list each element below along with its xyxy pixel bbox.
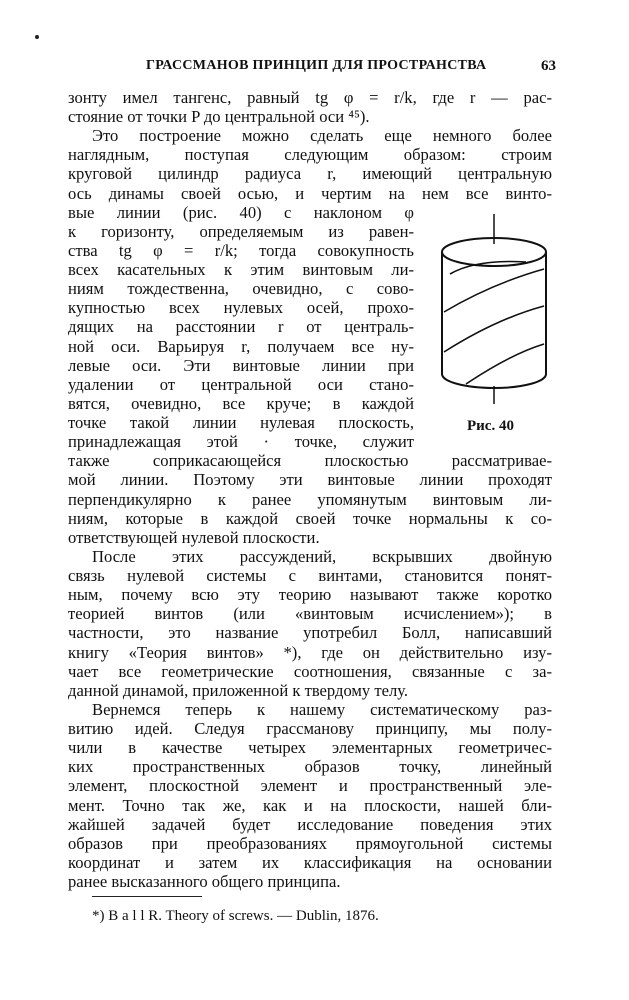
text-line: чает все геометрические соотношения, связанные с за- (68, 661, 552, 681)
text-line: всех касательных к этим винтовым ли- (68, 260, 414, 280)
text-line: элемент, плоскостной элемент и пространственный эле- (68, 776, 552, 796)
text-line: ства tg φ = r/k; тогда совокупность (68, 240, 414, 260)
scan-speck (35, 35, 39, 39)
text-line: После этих рассуждений, вскрывших двойную (92, 546, 552, 566)
text-line: ной оси. Варьируя r, получаем все ну- (68, 336, 414, 356)
text-line: перпендикулярно к ранее упомянутым винтовым ли- (68, 489, 552, 509)
text-line: ранее высказанного общего принципа. (68, 872, 341, 891)
text-line: ответствующей нулевой плоскости. (68, 527, 320, 547)
text-line: мой линии. Поэтому эти винтовые линии проходят (68, 470, 552, 490)
text-line: ось динамы своей осью, и чертим на нем все винто- (68, 183, 552, 203)
text-line: также соприкасающейся плоскостью рассматривае- (68, 451, 552, 471)
text-line: наглядным, поступая следующим образом: строим (68, 145, 552, 165)
text-line: удалении от центральной оси стано- (68, 374, 414, 394)
text-line: книгу «Теория винтов» *), где он действительно изу- (68, 642, 552, 662)
text-line: Вернемся теперь к нашему систематическому раз- (92, 699, 552, 719)
text-line: ниям, которые в каждой своей точке нормальны к со- (68, 508, 552, 528)
text-line: стояние от точки P до центральной оси ⁴⁵). (68, 107, 370, 127)
text-line: теорией винтов (или «винтовым исчислением»); в (68, 604, 552, 624)
text-line: чили в качестве четырех элементарных геометричес- (68, 738, 552, 758)
text-line: левые оси. Эти винтовые линии при (68, 355, 414, 375)
page-number: 63 (541, 58, 556, 74)
running-title: ГРАССМАНОВ ПРИНЦИП ДЛЯ ПРОСТРАНСТВА (146, 58, 487, 73)
text-line: дящих на расстоянии r от централь- (68, 317, 414, 337)
figure-caption: Рис. 40 (467, 418, 514, 434)
text-line: ным, почему всю эту теорию называют также коротко (68, 585, 552, 605)
text-line: ниям тождественна, очевидно, с сово- (68, 279, 414, 299)
text-line: образов при преобразованиях прямоугольной системы (68, 833, 552, 853)
text-line: к горизонту, определяемым из равен- (68, 221, 414, 241)
text-line: Это построение можно сделать еще немного более (92, 126, 552, 146)
text-line: точке такой линии нулевая плоскость, (68, 413, 414, 433)
text-line: мент. Точно так же, как и на плоскости, нашей бли- (68, 795, 552, 815)
text-line: круговой цилиндр радиуса r, имеющий центральную (68, 164, 552, 184)
text-line: вятся, очевидно, все круче; в каждой (68, 393, 414, 413)
text-line: жайшей задачей будет исследование поведения этих (68, 814, 552, 834)
text-line: ких пространственных образов точку, линейный (68, 757, 552, 777)
footnote-rule (92, 896, 202, 897)
text-line: принадлежащая этой · точке, служит (68, 432, 414, 452)
running-header (66, 58, 556, 82)
text-line: купностью всех нулевых осей, прохо- (68, 298, 414, 318)
text-line: вые линии (рис. 40) с наклоном φ (68, 202, 414, 222)
text-line: частности, это название употребил Болл, написавший (68, 623, 552, 643)
text-line: координат и затем их классификация на основании (68, 852, 552, 872)
text-line: витию идей. Следуя грассманову принципу, мы полу- (68, 719, 552, 739)
text-line: зонту имел тангенс, равный tg φ = r/k, где r — рас- (68, 88, 552, 107)
cylinder-figure (436, 214, 554, 404)
footnote: *) B a l l R. Theory of screws. — Dublin, 1876. (92, 908, 379, 924)
helix-cylinder-drawing (436, 214, 554, 404)
text-line: данной динамой, приложенной к твердому телу. (68, 680, 409, 700)
text-line: связь нулевой системы с винтами, становится понят- (68, 566, 552, 586)
